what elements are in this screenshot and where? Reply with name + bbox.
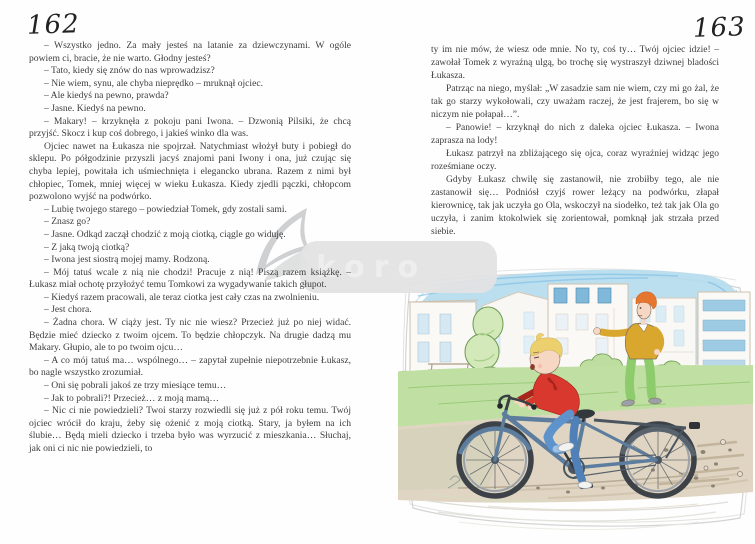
- paragraph: – Znasz go?: [44, 216, 91, 228]
- man-leg: [648, 358, 652, 396]
- paragraph: – Nic ci nie powiedzieli? Twoi starzy rozwiedli się już z pół roku temu. Twój ojciec wrócił do kraju, żeby się ożenić z moją ciotką. Stary, ja byłem na ich ślubie… Będą mieli dziecko i trzeba było was wyrzucić z mieszkania… Słuchaj, jak oni ci nic nie powiedzieli, to: [29, 405, 351, 454]
- paragraph: Łukasz patrzył na zbliżającego się ojca, coraz wyraźniej widząc jego roześmiane oczy.: [431, 149, 719, 172]
- paragraph: – Jest chora.: [44, 304, 92, 316]
- paragraph: – Kiedyś razem pracowali, ale teraz ciotka jest cały czas na zwolnieniu.: [44, 291, 320, 303]
- man-hand: [594, 328, 601, 335]
- paragraph: – Żadna chora. W ciąży jest. Ty nic nie wiesz? Przecież już po niej widać. Będzie mieć dziecko z twoim ojcem. To będzie chłopczyk. Na drugie dadzą mu Makary. Głupio, ale to po twoim ojcu…: [29, 317, 351, 354]
- paragraph: – Jak to pobrali?! Przecież… z moją mamą…: [44, 392, 220, 404]
- man-leg: [629, 358, 632, 398]
- man-shoe: [649, 398, 662, 404]
- paragraph: – Makary! – krzyknęła z pokoju pani Iwona. – Dzwonią Pilsiki, że chcą przyjść. Skocz i kup coś dobrego, i jakieś winko dla was.: [29, 115, 351, 140]
- paragraph: – Jasne. Odkąd zaczął chodzić z moją ciotką, ciągle go widuję.: [44, 228, 286, 240]
- page-number-left: 162: [26, 9, 81, 41]
- paragraph: Ojciec nawet na Łukasza nie spojrzał. Natychmiast włożył buty i pobiegł do sklepu. Po półgodzinie przyszli jacyś znajomi pani Iwony i ona, już czując się chyba lepiej, powitała ich uśmiechnięta i elegancko ubrana. Razem z nimi był chłopiec, Tomek, mniej więcej w wieku Łukasza. Kiedy zjedli pączki, chłopcom pozwolono wyjść na podwórko.: [29, 140, 351, 203]
- left-page-text: [29, 40, 351, 456]
- rear-wheel: [622, 424, 694, 496]
- paragraph: – Lubię twojego starego – powiedział Tomek, gdy zostali sami.: [44, 203, 287, 215]
- paragraph: Patrząc na niego, myślał: „W zasadzie sam nie wiem, czy mi go żal, że tak go starzy wykołowali, czy uważam raczej, że jest frajerem, bo się w niczym nie połapał…”.: [431, 84, 719, 120]
- paragraph: Gdyby Łukasz chwilę się zastanowił, nie zrobiłby tego, ale nie zastanowił się… Podniósł czyjś rower leżący na podwórku, złapał kierownicę, tak jak uczyła go Ola, wskoczył na siodełko, też tak jak Ola go uczyła, i zanim ktokolwiek się zorientował, pomknął jak strzała przed siebie.: [431, 175, 719, 237]
- paragraph: – Panowie! – krzyknął do nich z daleka ojciec Łukasza. – Iwona zaprasza na lody!: [431, 123, 719, 146]
- paragraph: – Jasne. Kiedyś na pewno.: [44, 102, 146, 114]
- page-number-right: 163: [692, 12, 747, 44]
- paragraph: – Nie wiem, synu, ale chyba nieprędko – mruknął ojciec.: [44, 77, 263, 89]
- paragraph: – Tato, kiedy się znów do nas wprowadzisz?: [44, 65, 215, 77]
- paragraph: – Mój tatuś wcale z nią nie chodzi! Pracuje z nią! Piszą razem książkę. – Łukasz miał ochotę przyłożyć temu Tomkowi za wygadywanie takich głupot.: [29, 266, 351, 291]
- paragraph: – Z jaką twoją ciotką?: [44, 241, 130, 253]
- paragraph: – Iwona jest siostrą mojej mamy. Rodzoną.: [44, 254, 210, 266]
- building: [410, 302, 476, 378]
- paragraph: – Wszystko jedno. Za mały jesteś na latanie za dziewczynami. W ogóle powiem ci, bracie, że nie warto. Głodny jesteś?: [29, 40, 351, 64]
- paragraph: – Oni się pobrali jakoś ze trzy miesiące temu…: [44, 380, 227, 392]
- windows-dark: [554, 288, 611, 303]
- boy-far-shoe: [578, 482, 592, 489]
- paragraph: – A co mój tatuś ma… wspólnego… – zapytał zupełnie niepotrzebnie Łukasz, bo nagle wszystko zrozumiał.: [29, 354, 351, 379]
- watermark-text: koro: [316, 249, 428, 285]
- paragraph: ty im nie mów, że wiesz ode mnie. No ty, coś ty… Twój ojciec idzie! – zawołał Tomek z wyraźną ulgą, bo trochę się wystraszył dziwnej bladości Łukasza.: [431, 45, 719, 81]
- right-page-text: [431, 44, 719, 239]
- paragraph: – Ale kiedyś na pewno, prawda?: [44, 90, 169, 102]
